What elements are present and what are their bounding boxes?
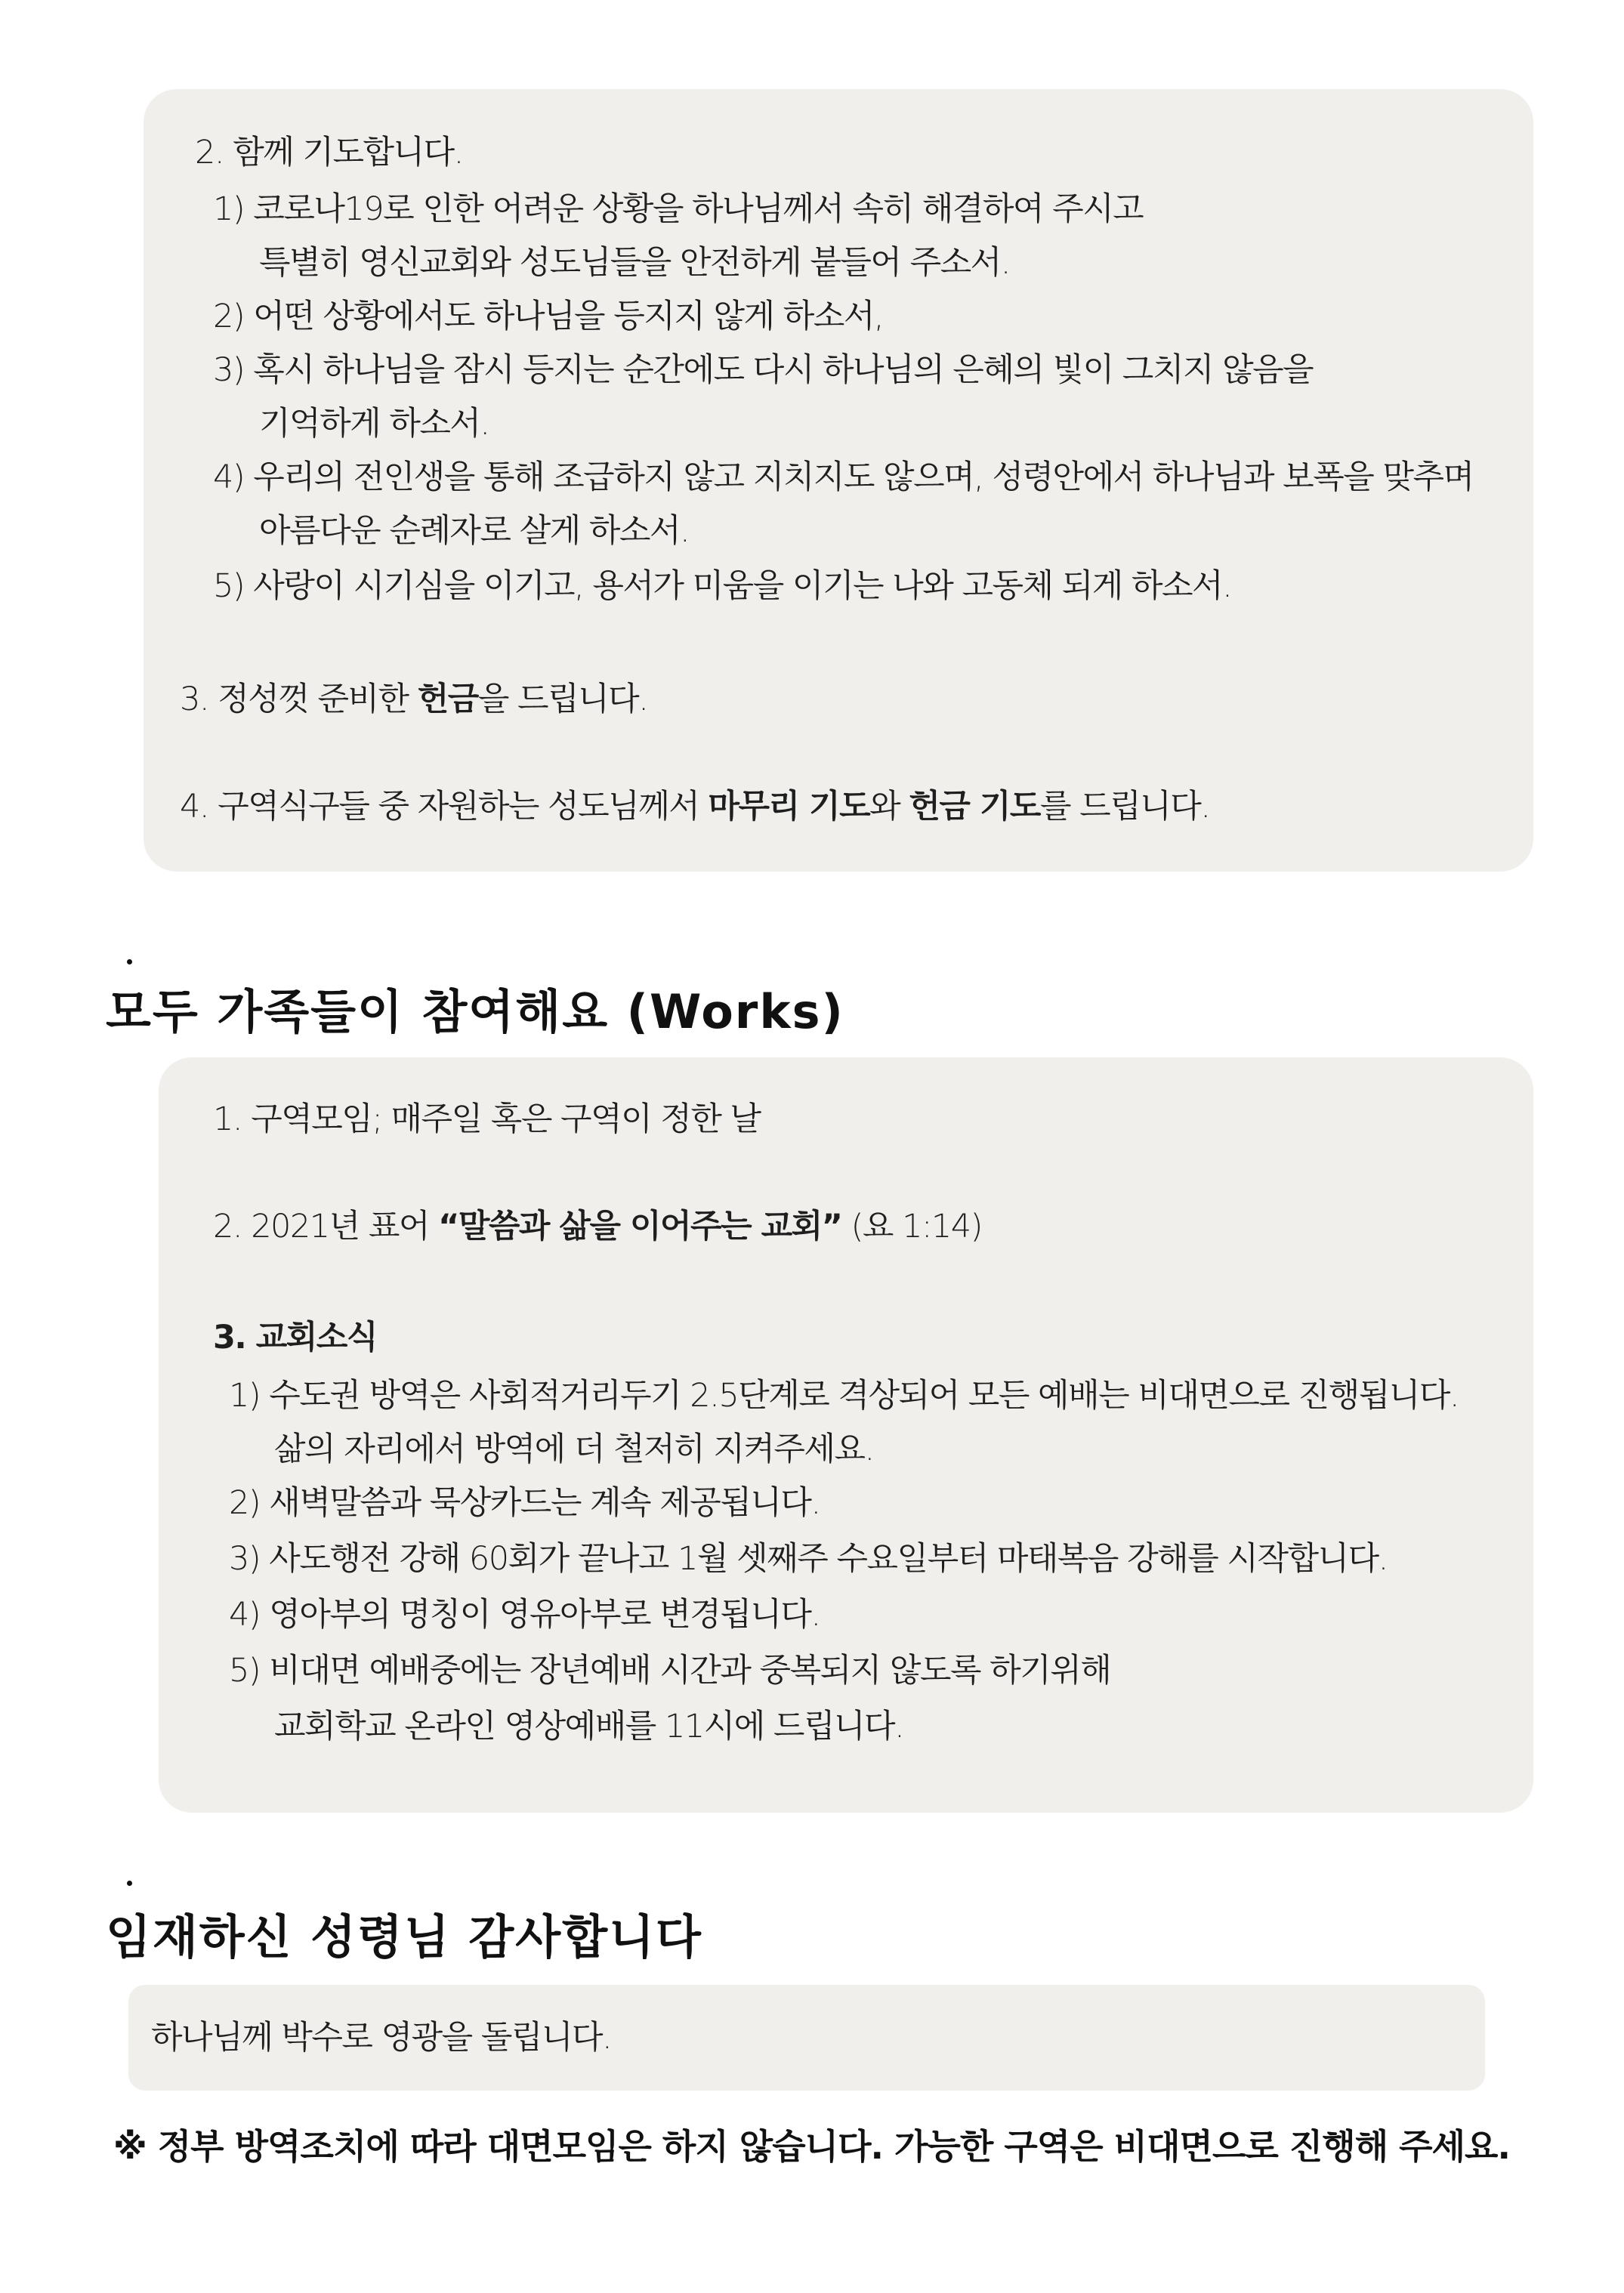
news-item: 교회학교 온라인 영상예배를 11시에 드립니다. bbox=[274, 1708, 904, 1745]
news-heading: 3. 교회소식 bbox=[213, 1319, 377, 1356]
news-item: 1) 수도권 방역은 사회적거리두기 2.5단계로 격상되어 모든 예배는 비대면으로 진행됩니다. bbox=[229, 1377, 1459, 1415]
motto-prefix: 2. 2021년 표어 bbox=[213, 1208, 439, 1245]
prayer-item: 3) 혹시 하나님을 잠시 등지는 순간에도 다시 하나님의 은혜의 빛이 그치지 않음을 bbox=[213, 351, 1314, 389]
closing-prefix: 4. 구역식구들 중 자원하는 성도님께서 bbox=[180, 788, 709, 826]
offering-line bbox=[180, 677, 647, 722]
news-item: 2) 새벽말씀과 묵상카드는 계속 제공됩니다. bbox=[229, 1484, 820, 1522]
closing-bold-2: 헌금 기도 bbox=[909, 788, 1040, 826]
offering-prefix: 3. 정성껏 준비한 bbox=[180, 680, 418, 718]
prayer-item: 아름다운 순례자로 살게 하소서. bbox=[259, 512, 690, 550]
closing-prayer-line bbox=[180, 784, 1210, 829]
offering-bold: 헌금 bbox=[417, 680, 478, 718]
motto-line bbox=[213, 1204, 982, 1249]
prayer-item: 특별히 영신교회와 성도님들을 안전하게 붙들어 주소서. bbox=[259, 244, 1010, 282]
prayer-item: 2) 어떤 상황에서도 하나님을 등지지 않게 하소서, bbox=[213, 298, 884, 335]
doxology-line: 하나님께 박수로 영광을 돌립니다. bbox=[151, 2019, 612, 2057]
offering-suffix: 을 드립니다. bbox=[477, 680, 648, 718]
meeting-line: 1. 구역모임; 매주일 혹은 구역이 정한 날 bbox=[213, 1100, 761, 1138]
works-title: 모두 가족들이 참여해요 (Works) bbox=[106, 984, 844, 1039]
thanks-title: 임재하신 성령님 감사합니다 bbox=[106, 1909, 702, 1964]
prayer-item: 4) 우리의 전인생을 통해 조급하지 않고 지치지도 않으며, 성령안에서 하나님과 보폭을 맞추며 bbox=[213, 458, 1474, 496]
notice-line: ※ 정부 방역조치에 따라 대면모임은 하지 않습니다. 가능한 구역은 비대면으로 진행해 주세요. bbox=[113, 2126, 1510, 2167]
prayer-item: 기억하게 하소서. bbox=[259, 405, 489, 443]
motto-bold: “말씀과 삶을 이어주는 교회” bbox=[438, 1208, 842, 1245]
title-accent-dot bbox=[127, 959, 132, 964]
news-item: 4) 영아부의 명칭이 영유아부로 변경됩니다. bbox=[229, 1596, 820, 1634]
prayer-item: 5) 사랑이 시기심을 이기고, 용서가 미움을 이기는 나와 고동체 되게 하소서. bbox=[213, 567, 1232, 605]
news-item: 삶의 자리에서 방역에 더 철저히 지켜주세요. bbox=[274, 1430, 874, 1468]
closing-suffix: 를 드립니다. bbox=[1039, 788, 1210, 826]
closing-mid: 와 bbox=[869, 788, 909, 826]
title-accent-dot bbox=[127, 1881, 132, 1886]
prayer-heading: 2. 함께 기도합니다. bbox=[195, 134, 463, 171]
motto-suffix: (요 1:14) bbox=[841, 1208, 982, 1245]
news-item: 3) 사도행전 강해 60회가 끝나고 1월 셋째주 수요일부터 마태복음 강해를 시작합니다. bbox=[229, 1540, 1388, 1578]
news-item: 5) 비대면 예배중에는 장년예배 시간과 중복되지 않도록 하기위해 bbox=[229, 1652, 1111, 1690]
prayer-item: 1) 코로나19로 인한 어려운 상황을 하나님께서 속히 해결하여 주시고 bbox=[213, 190, 1144, 228]
closing-bold-1: 마무리 기도 bbox=[708, 788, 870, 826]
